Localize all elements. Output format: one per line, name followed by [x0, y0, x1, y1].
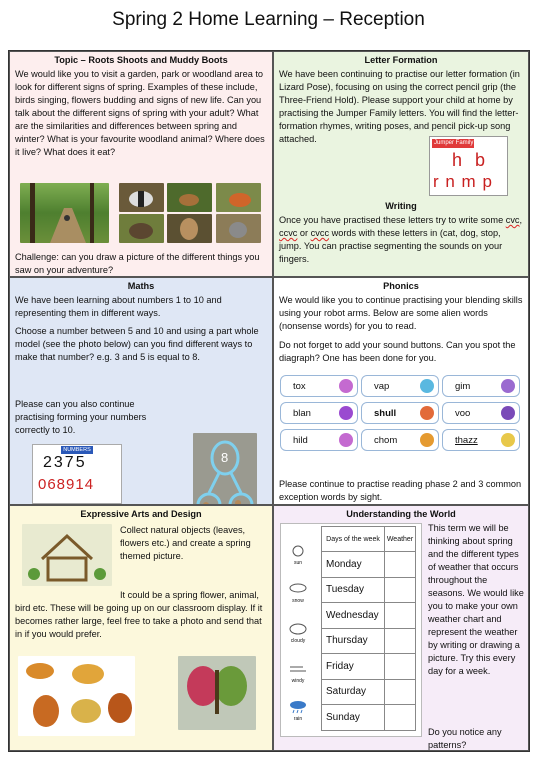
maths-intro: We have been learning about numbers 1 to 10 and representing them in different ways. — [15, 295, 222, 318]
cvcc-word: cvcc — [310, 228, 330, 238]
writing-sep2: or — [297, 228, 311, 238]
ccvc-word: ccvc — [279, 228, 298, 238]
day-friday: Friday — [322, 654, 385, 680]
word-hild: hild — [293, 434, 308, 446]
day-monday: Monday — [322, 552, 385, 578]
squirrel-photo — [216, 214, 261, 243]
maths-section — [9, 277, 273, 505]
letter-formation-section — [273, 51, 529, 277]
maths-practise: Please can you also continue practising forming your numbers correctly to 10. — [15, 399, 147, 435]
hedgehog-photo — [119, 214, 164, 243]
jumper-letters-row: r n m p — [433, 172, 493, 191]
weather-cell[interactable] — [385, 552, 416, 578]
days-header: Days of the week — [322, 527, 385, 552]
weather-cell[interactable] — [385, 705, 416, 731]
phonics-heading: Phonics — [383, 281, 419, 291]
weather-label-windy: windy — [291, 678, 305, 684]
weather-label-cloudy: cloudy — [290, 638, 306, 644]
letter-heading: Letter Formation — [364, 55, 438, 65]
part-whole-model-icon — [193, 433, 257, 505]
alien-icon — [339, 406, 353, 420]
woodland-photo — [20, 183, 109, 243]
leaf-animals-photo — [18, 656, 135, 736]
weather-label-rain: rain — [293, 716, 303, 722]
topic-heading: Topic – Roots Shoots and Muddy Boots — [54, 55, 228, 65]
alien-icon — [501, 406, 515, 420]
letter-body: We have been continuing to practise our letter formation (in Lizard Pose), focusing on using the correct pencil grip (the Three-Friend Hold). Please support your child at home by practising the Jumper Family letters. You will find the letter-formation rhymes, writing poses, and pencil pick-up song attached. — [279, 69, 520, 144]
stick-house-icon — [22, 524, 112, 586]
numbers-label: NUMBERS — [61, 446, 93, 454]
weather-cell[interactable] — [385, 628, 416, 654]
word-card-hild — [280, 429, 358, 451]
phonics-sound-buttons: Do not forget to add your sound buttons. Can you spot the diagraph? One has been done for you. — [279, 340, 516, 363]
cvc-word: cvc — [505, 215, 520, 225]
maths-heading: Maths — [127, 281, 155, 291]
word-card-chom — [361, 429, 439, 451]
woodland-path-icon — [20, 183, 109, 243]
weather-cell[interactable] — [385, 679, 416, 705]
weather-cell[interactable] — [385, 603, 416, 629]
world-section — [273, 505, 529, 751]
world-heading: Understanding the World — [346, 509, 456, 519]
topic-body: We would like you to visit a garden, park or woodland area to look for different signs of spring. Examples of these include, birds singing, flowers budding and signs of new life. Can you talk about the different signs of spring with your adult? What are the similarities and differences between spring and winter? What is your favourite woodland animal? Where does it live? What does it eat? — [15, 69, 265, 157]
word-card-tox — [280, 375, 358, 397]
rain-icon — [288, 700, 308, 714]
weather-icons-column — [283, 542, 317, 732]
sun-icon — [288, 544, 308, 558]
jumper-family-label: Jumper Family — [434, 140, 474, 146]
part-whole-total: 8 — [221, 450, 229, 465]
word-card-gim — [442, 375, 520, 397]
weather-chart — [280, 523, 422, 737]
leaf-animal-icon — [18, 656, 135, 736]
word-gim: gim — [455, 380, 471, 392]
alien-icon — [420, 406, 434, 420]
word-card-vap — [361, 375, 439, 397]
butterfly-icon — [178, 656, 256, 730]
world-body: This term we will be thinking about spring and the different types of weather that occurs throughout the seasons. We would like you to make your own weather chart and represent the weather by writing or drawing a picture. Try this every day for a week. — [428, 523, 524, 676]
arts-idea: It could be a spring flower, animal, bird etc. These will be going up on our classroom display. If it becomes rather large, feel free to take a photo and send that in if you would prefer. — [15, 590, 263, 639]
day-sunday: Sunday — [322, 705, 385, 731]
phonics-intro: We would like you to continue practising your blending skills using your robot arms. Below are some alien words (nonsense words) for you to read. — [279, 295, 523, 331]
alien-icon — [501, 379, 515, 393]
deer-photo — [167, 183, 212, 212]
day-tuesday: Tuesday — [322, 577, 385, 603]
alien-icon — [339, 379, 353, 393]
numbers-card-visible — [32, 444, 122, 504]
writing-heading: Writing — [385, 201, 417, 211]
wind-icon — [288, 662, 308, 676]
page-title: Spring 2 Home Learning – Reception — [112, 9, 425, 30]
word-chom: chom — [374, 434, 398, 446]
phonics-exception-words: Please continue to practise reading phase 2 and 3 common exception words by sight. — [279, 479, 522, 502]
learning-grid — [8, 50, 530, 752]
jumper-letters-top: h b — [452, 150, 490, 170]
word-tox: tox — [293, 380, 306, 392]
numbers-row-1: 2375 — [43, 454, 87, 471]
weather-label-snow: snow — [292, 598, 304, 604]
word-thazz: thazz — [455, 434, 478, 446]
phonics-section — [273, 277, 529, 505]
word-blan: blan — [293, 407, 311, 419]
maths-part-whole: Choose a number between 5 and 10 and using a part whole model (see the photo below) can you find different ways to make that number? e.g. 3 and 5 is equal to 8. — [15, 326, 259, 362]
word-card-thazz — [442, 429, 520, 451]
word-vap: vap — [374, 380, 390, 392]
alien-icon — [420, 433, 434, 447]
owl-photo — [167, 214, 212, 243]
word-card-voo — [442, 402, 520, 424]
weather-header: Weather — [385, 527, 416, 552]
weather-cell[interactable] — [385, 577, 416, 603]
snow-icon — [288, 582, 308, 596]
weather-label-sun: sun — [293, 560, 303, 566]
arts-section — [9, 505, 273, 751]
word-voo: voo — [455, 407, 471, 419]
part-whole-photo — [193, 433, 257, 505]
jumper-family-card — [429, 136, 508, 196]
day-thursday: Thursday — [322, 628, 385, 654]
leaf-butterfly-photo — [178, 656, 256, 730]
arts-collect: Collect natural objects (leaves, flowers etc.) and create a spring themed picture. — [120, 525, 251, 561]
weather-cell[interactable] — [385, 654, 416, 680]
alien-icon — [420, 379, 434, 393]
fox-photo — [216, 183, 261, 212]
topic-challenge: Challenge: can you draw a picture of the different things you saw on your adventure? — [15, 252, 260, 275]
numbers-row-2: 068914 — [38, 476, 95, 493]
day-wednesday: Wednesday — [322, 603, 385, 629]
badger-photo — [119, 183, 164, 212]
world-question: Do you notice any patterns? — [428, 727, 502, 750]
weather-table — [321, 526, 416, 731]
alien-icon — [339, 433, 353, 447]
nature-house-photo — [22, 524, 112, 586]
cloud-icon — [288, 622, 308, 636]
word-card-blan — [280, 402, 358, 424]
alien-icon — [501, 433, 515, 447]
arts-heading: Expressive Arts and Design — [80, 509, 202, 519]
word-card-shull — [361, 402, 439, 424]
writing-pre: Once you have practised these letters try to write some — [279, 215, 506, 225]
writing-post: words with these letters in (cat, dog, stop, jump. You can practise segmenting the sounds on your fingers. — [279, 228, 503, 264]
writing-body — [279, 214, 525, 266]
writing-sep1: , — [519, 215, 523, 225]
day-saturday: Saturday — [322, 679, 385, 705]
topic-section — [9, 51, 273, 277]
word-shull: shull — [374, 407, 397, 419]
